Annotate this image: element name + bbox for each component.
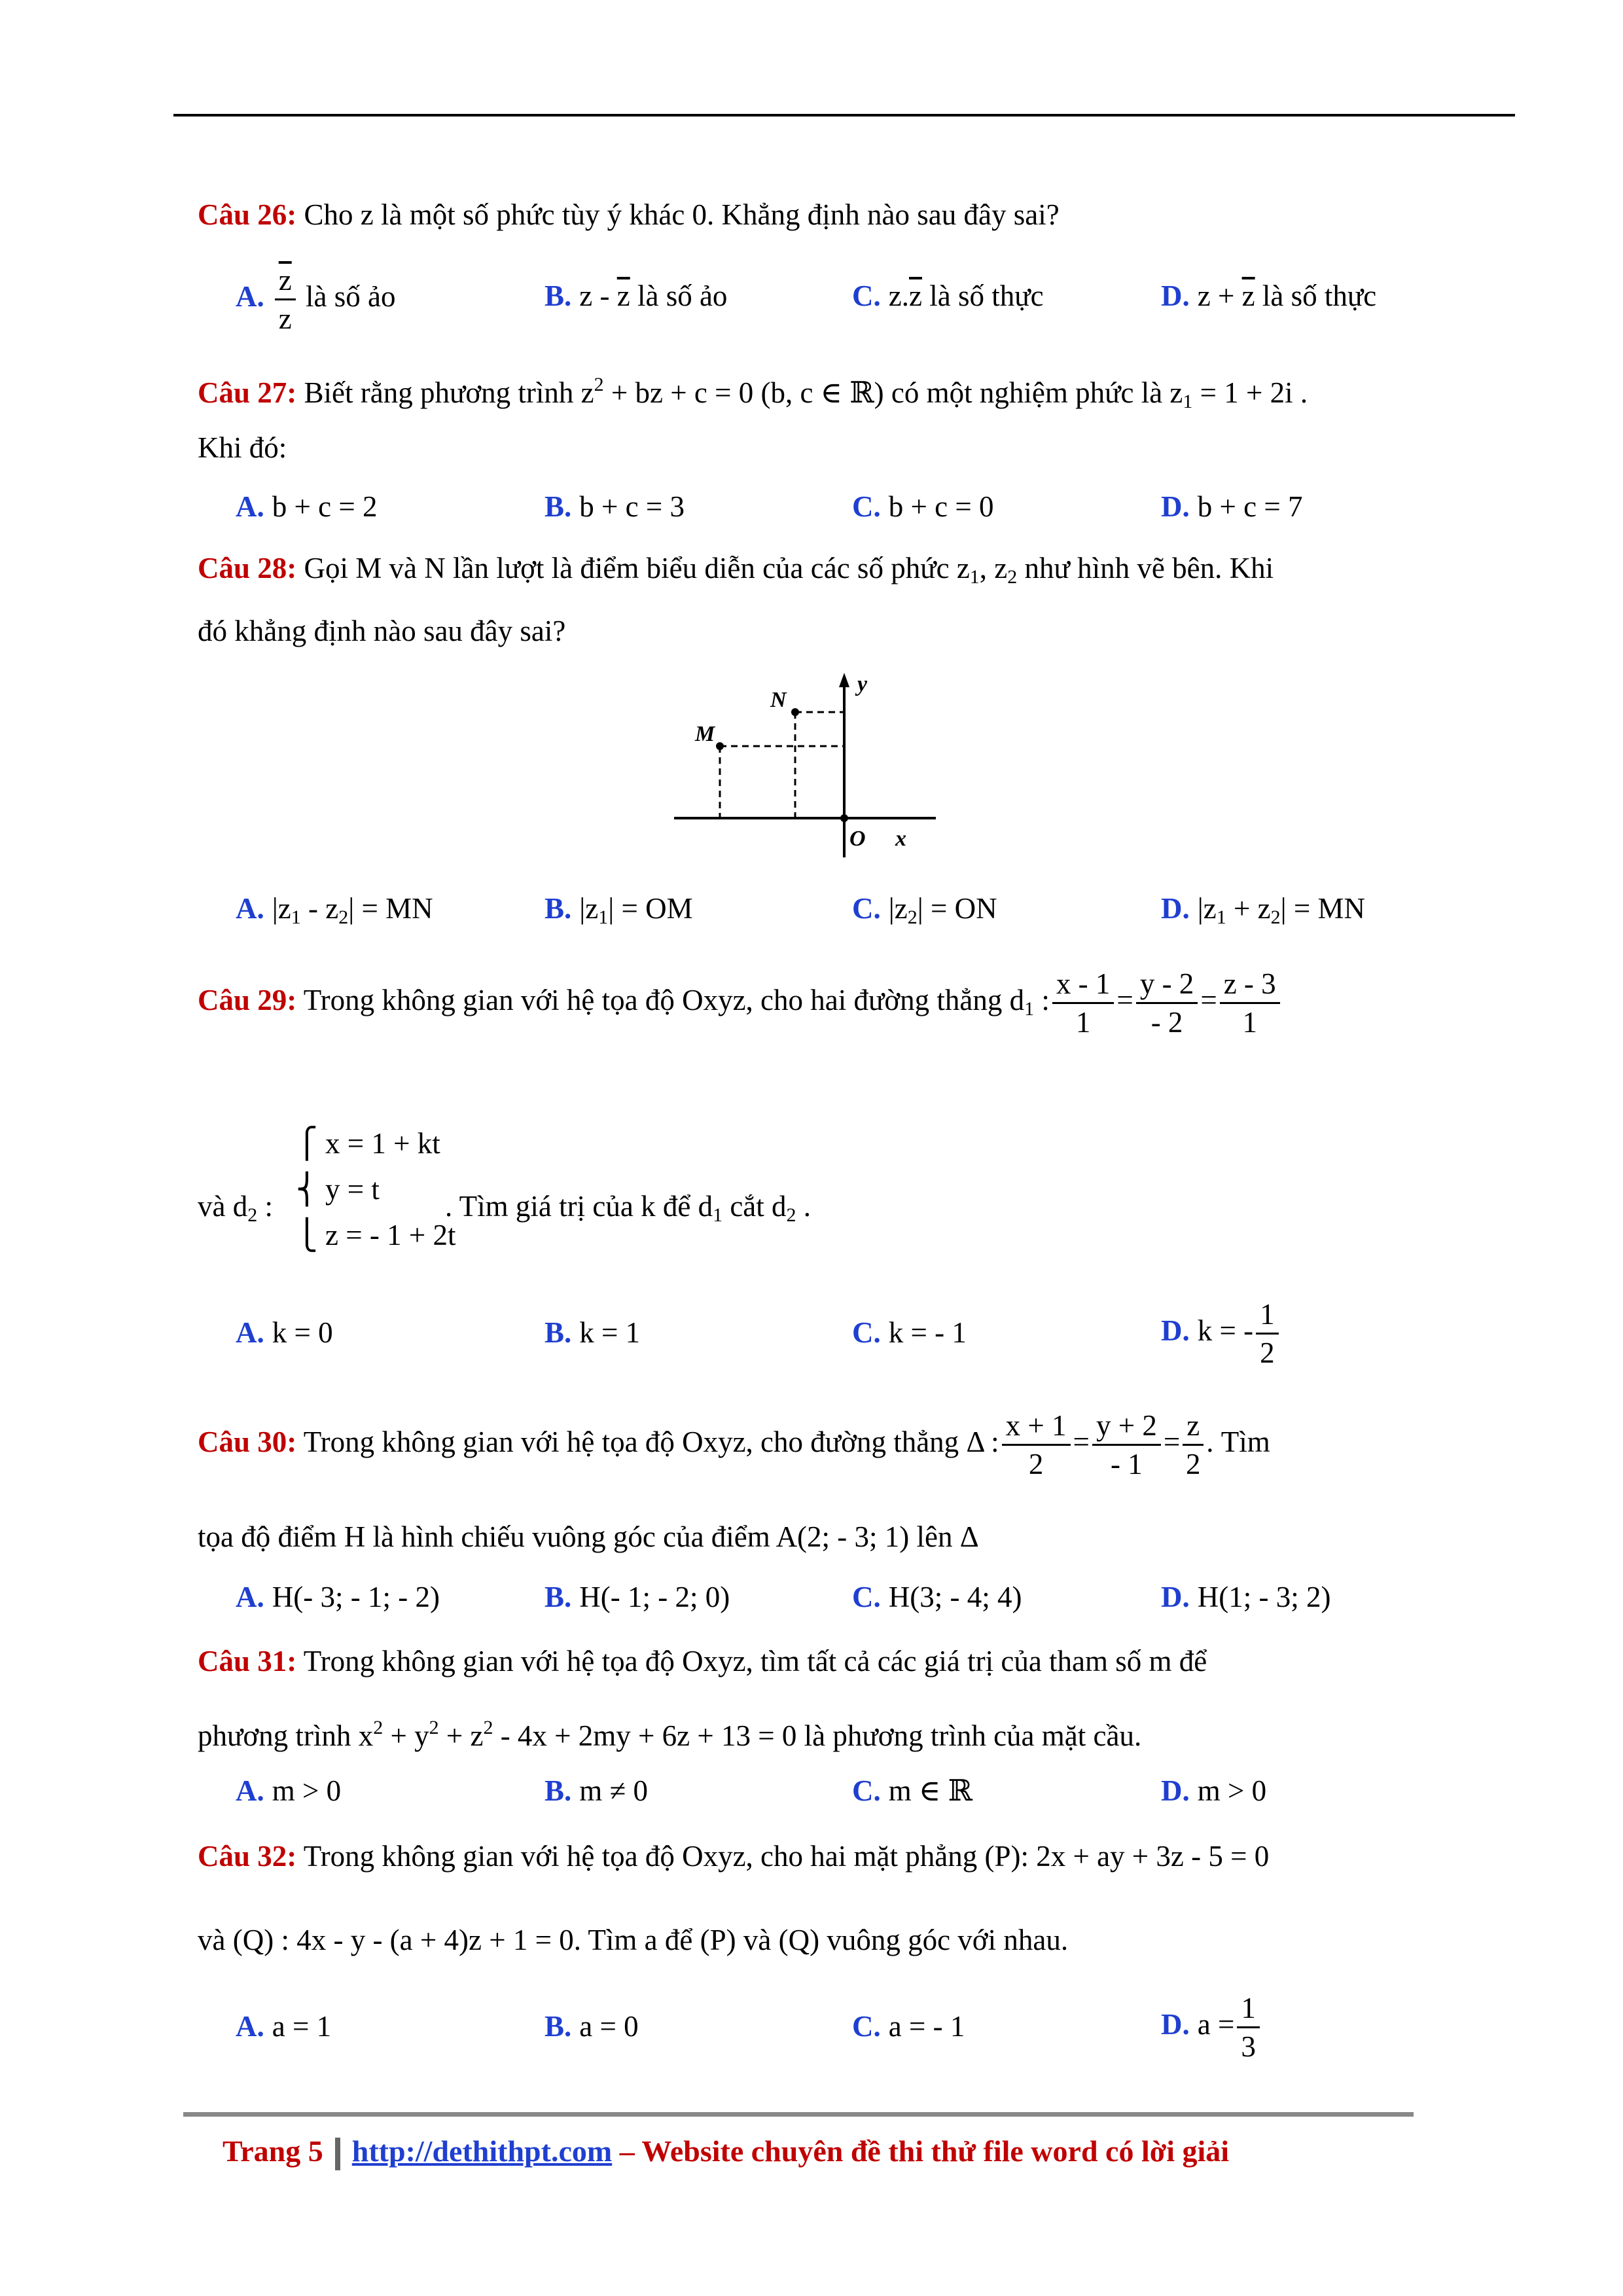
math-expr: k = - (1197, 1314, 1254, 1347)
math-expr: $d_2$ . (772, 1190, 812, 1226)
option-text: là số ảo (637, 279, 728, 312)
math-expr: (Q) : 4x - y - (a + 4)z + 1 = 0. (232, 1924, 581, 1956)
math-expr: a = (1197, 2007, 1235, 2041)
question-text: như hình vẽ bên. Khi (1024, 552, 1274, 584)
option-letter: C. (852, 1581, 881, 1613)
math-expr: $d_1$ : (1009, 983, 1050, 1020)
math-expr: $z_1 = 1 + 2i$ . (1169, 376, 1308, 412)
math-expr: H(1; - 3; 2) (1197, 1581, 1331, 1613)
question-text: Tìm (1221, 1425, 1270, 1458)
option-letter: A. (236, 279, 264, 313)
option-letter: B. (544, 279, 572, 312)
math-expr: a = 1 (272, 2010, 332, 2043)
option-letter: D. (1161, 1581, 1190, 1613)
math-expr: a = 0 (579, 2010, 639, 2043)
q27-option-d[interactable] (1161, 488, 1302, 525)
q27-option-b[interactable] (544, 488, 685, 525)
math-expr: k = - 1 (888, 1316, 967, 1349)
q31-option-d[interactable] (1161, 1772, 1266, 1809)
option-letter: A. (236, 1774, 264, 1807)
math-expr: $d_1$ (698, 1190, 723, 1226)
question-text: cắt (730, 1190, 764, 1223)
q27-option-a[interactable] (236, 488, 377, 525)
option-text: là số ảo (305, 279, 396, 313)
math-expr: Δ : (966, 1425, 999, 1458)
question-text: Trong không gian với hệ tọa độ Oxyz, cho hai mặt phẳng (303, 1840, 978, 1873)
q29-option-b[interactable] (544, 1314, 640, 1351)
q31-option-a[interactable] (236, 1772, 341, 1809)
math-expr: m ≠ 0 (579, 1774, 648, 1807)
option-letter: D. (1161, 1314, 1190, 1347)
math-expr: $z + \overline{z}$ (1197, 279, 1255, 312)
question-label: Câu 31: (198, 1645, 297, 1677)
question-label: Câu 28: (198, 552, 297, 584)
option-letter: B. (544, 892, 572, 925)
q29-option-d[interactable]: D. k = - $\frac{1}{2}$ (1161, 1296, 1281, 1371)
label-y: y (857, 672, 868, 696)
math-expr: $z.\overline{z}$ (888, 279, 922, 312)
question-label: Câu 27: (198, 376, 297, 409)
math-expr: $x^2 + y^2 + z^2 - 4x + 2my + 6z + 13 = 0$ (358, 1717, 797, 1752)
math-fraction: $\frac{\overline{z}}{z}$ (275, 262, 296, 337)
math-expr: H(3; - 4; 4) (888, 1581, 1022, 1613)
math-expr: b + c = 0 (888, 490, 994, 523)
page-footer (223, 2134, 1229, 2170)
option-letter: A. (236, 2010, 264, 2043)
question-26 (198, 196, 1060, 233)
math-expr: m > 0 (1197, 1774, 1267, 1807)
question-27-cont: Khi đó: (198, 431, 287, 464)
option-letter: B. (544, 1316, 572, 1349)
question-text: Biết rằng phương trình (304, 376, 574, 409)
question-31 (198, 1643, 1207, 1679)
math-expr: A(2; - 3; 1) (776, 1520, 910, 1553)
math-expr: b + c = 3 (579, 490, 685, 523)
q32-option-b[interactable] (544, 2008, 639, 2045)
point-m (716, 742, 724, 750)
question-text: vuông góc với nhau. (827, 1924, 1069, 1956)
q29-option-c[interactable] (852, 1314, 967, 1351)
origin-point (840, 814, 848, 822)
math-expr: $|z_1|$ = OM (579, 892, 693, 928)
label-x: x (895, 827, 906, 851)
question-label: Câu 26: (198, 198, 297, 231)
option-letter: D. (1161, 490, 1190, 523)
option-letter: C. (852, 892, 881, 925)
option-letter: D. (1161, 2007, 1190, 2041)
question-text: là phương trình của mặt cầu. (804, 1719, 1142, 1752)
question-27 (198, 367, 1308, 420)
q32-option-c[interactable] (852, 2008, 965, 2045)
question-32 (198, 1838, 1269, 1874)
option-letter: B. (544, 1581, 572, 1613)
option-letter: A. (236, 1581, 264, 1613)
math-expr: (P) (700, 1924, 736, 1956)
question-text: Gọi M và N lần lượt là điểm biểu diễn của các số phức (304, 552, 950, 584)
question-text: Trong không gian với hệ tọa độ Oxyz, tìm tất cả các giá trị của tham số m để (303, 1645, 1207, 1677)
question-text: Cho z là một số phức tùy ý khác 0. Khẳng định nào sau đây sai? (304, 198, 1060, 231)
question-text: Tìm a để (588, 1924, 693, 1956)
option-letter: A. (236, 490, 264, 523)
math-expr: H(- 1; - 2; 0) (579, 1581, 730, 1613)
math-expr: k = 1 (579, 1316, 641, 1349)
option-letter: D. (1161, 1774, 1190, 1807)
option-letter: C. (852, 1774, 881, 1807)
q26-option-d[interactable] (1161, 278, 1376, 314)
math-expr: $|z_1 - z_2|$ = MN (272, 892, 433, 928)
question-text: và (198, 1190, 226, 1223)
question-28-cont: đó khẳng định nào sau đây sai? (198, 615, 566, 647)
math-expr: k = 0 (272, 1316, 333, 1349)
option-letter: B. (544, 490, 572, 523)
point-n (791, 708, 799, 716)
question-text: và (743, 1924, 772, 1956)
d2-system: ⎧ x = 1 + kt ⎨ y = t ⎩ z = - 1 + 2t (296, 1127, 456, 1251)
math-expr: m > 0 (272, 1774, 342, 1807)
math-expr: $|z_1 + z_2|$ = MN (1197, 892, 1365, 928)
question-text: . Tìm giá trị của k để (445, 1190, 691, 1223)
q29-option-a[interactable] (236, 1314, 333, 1351)
question-29: Câu 29: Trong không gian với hệ tọa độ Oxyz, cho hai đường thẳng $d_1$ : $\frac{x - 1}{1}$ = $\frac{y - 2}{- 2}$ = $\frac{z - 3}{1}$ (198, 965, 1283, 1041)
website-link[interactable]: http://dethithpt.com (351, 2134, 613, 2168)
question-text: Trong không gian với hệ tọa độ Oxyz, cho hai đường thẳng (303, 983, 1003, 1016)
q30-option-d[interactable] (1161, 1579, 1330, 1615)
label-o: O (849, 827, 866, 851)
question-text: và (198, 1924, 226, 1956)
option-letter: D. (1161, 279, 1190, 312)
q28-option-b[interactable] (544, 890, 693, 936)
question-28 (198, 550, 1274, 596)
math-expr: $z^2$ + bz + c = 0 (b, c ∈ ℝ) (580, 374, 884, 409)
math-expr: (Q) (778, 1924, 820, 1956)
footer-tagline: – Website chuyên đề thi thử file word có lời giải (619, 2134, 1230, 2168)
q28-option-d[interactable] (1161, 890, 1365, 936)
q30-option-a[interactable] (236, 1579, 440, 1615)
option-letter: C. (852, 490, 881, 523)
option-letter: B. (544, 1774, 572, 1807)
page-number: Trang 5 (223, 2134, 323, 2168)
q26-option-c[interactable] (852, 278, 1044, 314)
question-text: lên Δ (916, 1520, 979, 1553)
option-letter: C. (852, 2010, 881, 2043)
question-32-cont (198, 1922, 1068, 1958)
math-expr: (P): 2x + ay + 3z - 5 = 0 (984, 1840, 1270, 1873)
label-n: N (770, 688, 787, 712)
option-text: là số thực (1262, 279, 1377, 312)
question-label: Câu 32: (198, 1840, 297, 1873)
math-expr: m ∈ ℝ (888, 1774, 972, 1807)
q28-option-c[interactable] (852, 890, 997, 936)
q30-option-c[interactable] (852, 1579, 1022, 1615)
q28-option-a[interactable] (236, 890, 433, 936)
question-text: Trong không gian với hệ tọa độ Oxyz, cho đường thẳng (303, 1425, 959, 1458)
option-letter: C. (852, 1316, 881, 1349)
question-text: phương trình (198, 1719, 351, 1752)
math-expr: b + c = 7 (1197, 490, 1303, 523)
math-expr: $|z_2|$ = ON (888, 892, 997, 928)
math-expr: b + c = 2 (272, 490, 378, 523)
q26-option-b[interactable] (544, 278, 727, 314)
option-letter: B. (544, 2010, 572, 2043)
math-expr: z - $\overline{z}$ (579, 279, 630, 312)
y-axis-arrow (839, 673, 849, 687)
question-label: Câu 29: (198, 983, 297, 1016)
label-m: M (695, 722, 715, 746)
option-letter: C. (852, 279, 881, 312)
footer-rule (183, 2112, 1414, 2117)
question-text: tọa độ điểm H là hình chiếu vuông góc của điểm (198, 1520, 770, 1553)
question-text: có một nghiệm phức là (891, 376, 1163, 409)
footer-separator (335, 2138, 340, 2170)
question-29-cont (198, 1188, 273, 1234)
q32-option-a[interactable] (236, 2008, 331, 2045)
option-letter: A. (236, 1316, 264, 1349)
math-expr: H(- 3; - 1; - 2) (272, 1581, 440, 1613)
q31-option-c[interactable] (852, 1772, 972, 1809)
question-30: Câu 30: Trong không gian với hệ tọa độ Oxyz, cho đường thẳng Δ : $\frac{x + 1}{2}$ = $\frac{y + 2}{- 1}$ = $\frac{z}{2}$ . Tìm (198, 1407, 1270, 1482)
question-29-tail (445, 1188, 811, 1234)
header-rule (173, 114, 1515, 117)
math-expr: $z_1$, $z_2$ (956, 552, 1018, 588)
complex-plane-figure (668, 668, 955, 864)
question-30-cont (198, 1518, 979, 1555)
math-expr: a = - 1 (888, 2010, 965, 2043)
q26-option-a[interactable] (236, 262, 395, 337)
q32-option-d[interactable]: D. a = $\frac{1}{3}$ (1161, 1990, 1262, 2065)
option-letter: D. (1161, 892, 1190, 925)
math-expr: $d_2$ : (232, 1190, 273, 1226)
q31-option-b[interactable] (544, 1772, 648, 1809)
option-letter: A. (236, 892, 264, 925)
q27-option-c[interactable] (852, 488, 993, 525)
question-31-cont (198, 1710, 1141, 1754)
q30-option-b[interactable] (544, 1579, 730, 1615)
question-label: Câu 30: (198, 1425, 297, 1458)
option-text: là số thực (929, 279, 1044, 312)
